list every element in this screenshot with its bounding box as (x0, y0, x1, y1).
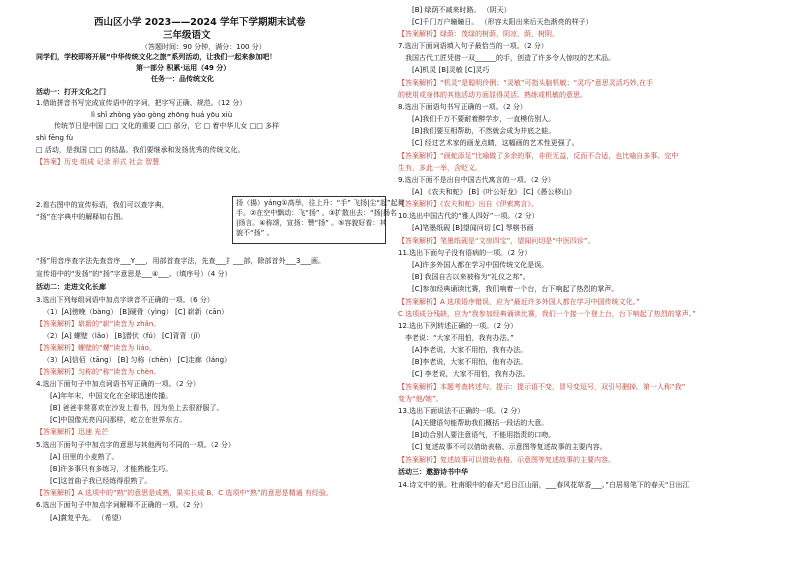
left-text-line: [A] 田里的小麦熟了。 (50, 453, 119, 461)
right-text-line: 生有，多此一举，含贬义。 (398, 164, 482, 172)
right-text-line: 【答案解析】本题考查转述句。提示：提示语不变，冒号变逗号，双引号删掉。第一人称“我” (398, 383, 686, 391)
left-text-line: 三年级语文 (163, 30, 211, 41)
left-text-line: 【答案解析】匀称的“称”读音为 chèn。 (36, 368, 161, 376)
left-text-line: [B] 爸爸非常喜欢在沙发上看书，因为坐上去很舒服了。 (50, 404, 224, 412)
left-text-line: 同学们，学校即将开展“中华传统文化之旅”系列活动，让我们一起来参加吧！ (36, 53, 277, 61)
right-text-line: [A]许多外国人都在学习中国传统文化是误。 (412, 261, 549, 269)
left-text-line: 任务一：品传统文化 (151, 75, 214, 83)
right-text-line: 8.选出下面语句书写正确的一项。（2 分） (398, 103, 527, 111)
left-text-line: shì fēng fù (36, 134, 74, 142)
right-text-line: [B] 我国自古以来被称为“礼仪之邦”。 (412, 273, 530, 281)
right-text-line: 变为“他/她”。 (398, 395, 443, 403)
right-text-line: [A]李老说，大家不用怕，我有办法。 (412, 346, 528, 354)
left-text-line: “扬”在字典中的解释如右图。 (36, 213, 128, 221)
right-text-line: [A]关键语句能帮助我们概括一段话的大意。 (412, 419, 549, 427)
right-text-line: 12.选出下列转述正确的一项。（2 分） (398, 322, 518, 330)
right-text-line: 【答案解析】“画蛇添足”比喻做了多余的事，非但无益，反而不合适，也比喻自多事。完中 (398, 152, 679, 160)
left-text-line: [C]中国像光亮闪闪那样，屹立在世界东方。 (50, 416, 187, 424)
left-text-line: 3.选出下列每组词语中加点字读音不正确的一项。（6 分） (36, 296, 214, 304)
right-text-line: 9.选出下面不是出自中国古代寓言的一项。（2 分） (398, 176, 555, 184)
left-text-line: 活动一：打开文化之门 (36, 88, 106, 96)
left-text-line: 西山区小学 2023——2024 学年下学期期末试卷 (94, 17, 306, 28)
right-text-line: 10.选出中国古代的“雅人四好”一项。（2 分） (398, 212, 539, 220)
left-text-line: （1）[A]傍晚（bàng） [B]硬骨（yìng） [C] 崭新（cān） (43, 308, 229, 316)
right-text-line: C 选项成分残缺，应为“我参加经典诵读比赛，我们一个接一个登上台，台下响起了热烈的掌声。” (398, 310, 696, 318)
right-text-line: 7.选出下面词语填入句子最恰当的一项。（2 分） (398, 42, 548, 50)
dict-line: 手。②在空中飘动：飞“扬” 。③扩散出去：“扬|扬名 (236, 209, 398, 217)
left-text-line: （2）[A] 螺壁（lǎo） [B]潜伏（fú） [C]背背（jǐ） (43, 332, 205, 340)
right-text-line: 的使用或身体的其他活动方面显得灵活、熟练或机敏的意思。 (398, 91, 587, 99)
right-text-line: 【答案解析】绿荫：茂绿的树荫，阴凉，荫，树阴。 (398, 30, 559, 38)
left-text-line: 【答案】历史 组成 记录 形式 社会 智慧 (36, 158, 160, 166)
left-text-line: 活动二：走进文化长廊 (36, 283, 106, 291)
left-text-line: 4.选出下面句子中加点词语书写正确的一项。（2 分） (36, 380, 200, 388)
right-text-line: 【答案解析】《农夫和蛇》出自《伊索寓言》。 (398, 200, 538, 208)
left-text-line: [C]这首曲子我已经练得很熟了。 (50, 477, 152, 485)
right-text-line: [A]笔墨纸砚 [B]望闻问切 [C] 琴棋书画 (412, 224, 534, 232)
right-text-line: 13.选出下面说法不正确的一项。（2 分） (398, 407, 525, 415)
left-column (36, 0, 416, 562)
right-text-line: [C]千门万户瞳瞳日。 （形容太阳出来后天色渐亮的样子） (412, 18, 593, 26)
right-text-line: [A]机灵 [B]灵敏 [C]灵巧 (412, 66, 490, 74)
left-text-line: （答题时间：90 分钟，满分：100 分） (141, 43, 266, 51)
left-text-line: 【答案解析】迅速 光芒 (36, 428, 109, 436)
left-text-line: [B]许多事只有多练习，才能熟能生巧。 (50, 465, 173, 473)
left-text-line: 传统节日是中国 □□ 文化的重要 □□ 部分，它 □ 着中华儿女 □□ 多样 (54, 122, 280, 130)
right-text-line: [B]我们要互相帮助，不然就会成为井底之蛙。 (412, 127, 556, 135)
right-text-line: 活动三：邀游诗书中华 (398, 468, 468, 476)
right-text-line: [A]我们千万不要耐着醉学步，一直模仿别人。 (412, 115, 556, 123)
dict-line: 貌不“扬” 。 (236, 229, 274, 237)
left-text-line: 【答案解析】崭新的“崭”读音为 zhǎn。 (36, 320, 161, 328)
right-text-line: 【答案解析】笔墨纸砚是“文房四宝”，望闻问切是“中医四诊”。 (398, 237, 595, 245)
right-text-line: [C] 复述故事不可以借助表格、示意图等复述故事的主要内容。 (412, 443, 607, 451)
left-text-line: “扬”用音序查字法先查音序___Y___，用部首查字法，先查___扌___部，除部首外___3___画。 (36, 257, 325, 265)
left-text-line: 宣传语中的“发扬”的“扬”字意思是___④___。（填序号）（4 分） (36, 270, 232, 278)
right-text-line: [B]动合别人要注意语气，不能用指责的口吻。 (412, 431, 556, 439)
right-text-line: 11.选出下面句子没有语病的一项。（2 分） (398, 249, 532, 257)
left-text-line: （3）[A]信佰（tāng） [B] 匀称（chèn） [C]走廊（láng） (43, 356, 232, 364)
right-text-line: 【答案解析】“机灵”是聪明伶俐；“灵敏”可指头脑机敏；“灵巧”意思灵活巧妙,在手 (398, 79, 653, 87)
right-text-line: [B] 绿荫不减来时路。 （阴天） (412, 6, 511, 14)
right-text-line: 李老说：“大家不用怕，我有办法。” (405, 334, 514, 342)
right-text-line: 我国古代工匠凭借一双______的手，创造了许多令人惊叹的艺术品。 (405, 54, 615, 62)
right-text-line: 14.诗文中的景。杜甫眼中的春天“迟日江山丽，___春风花草香___。”白居易笔下的春天“日出江 (398, 481, 690, 489)
right-text-line: [C] 李老说，大家不用怕，我有办法。 (412, 370, 530, 378)
dictionary-box (232, 196, 405, 244)
left-text-line: lì shǐ zhòng yào gòng zhōng huá yōu xiù (91, 111, 233, 119)
right-text-line: [C] 经过艺术家的画龙点睛，这幅画的艺术性更强了。 (412, 139, 579, 147)
dict-line: 扬（揚）yáng①高举，往上升：“手” 飞扬|尘“起”起舞 (236, 199, 405, 207)
left-text-line: 2.看右图中的宣传标语，我们可以查字典， (36, 201, 169, 209)
left-text-line: 【答案解析】A 选项中的“熟”的意思是成熟，果实长成 B、C 选项中“熟”的意思是精通 有经验。 (36, 489, 333, 497)
left-text-line: [A]賞复乎先。 （希望） (50, 514, 126, 522)
left-text-line: 5.选出下面句子中加点字的意思与其他两句不同的一项。（2 分） (36, 441, 235, 449)
left-text-line: 第一部分 积累·运用（49 分） (136, 64, 231, 72)
right-text-line: 【答案解析】A 选项语序错误，应为“最近许多外国人都在学习中国传统文化。” (398, 298, 640, 306)
left-text-line: 【答案解析】螺壁的“螺”读音为 liáo。 (36, 344, 156, 352)
right-column (398, 0, 784, 562)
left-text-line: 1.借助拼音书写完成宣传语中的字词，把字写正确、规范。（12 分） (36, 99, 247, 107)
dict-line: |扬言。④称颂，宣扬：赞“扬” 。⑤容貌好看：其 (236, 219, 387, 227)
right-text-line: 【答案解析】复述故事可以借助表格、示意图等复述故事的主要内容。 (398, 456, 615, 464)
right-text-line: [A] 《农夫和蛇》 [B]《叶公好龙》 [C]《愚公移山》 (412, 188, 576, 196)
right-text-line: [B]李老说，大家不用怕，他有办法。 (412, 358, 528, 366)
right-text-line: [C]参加经典诵读比赛，我们响着一个台，台下响起了热烈的掌声。 (412, 285, 619, 293)
left-text-line: □ 活动，是我国 □□ 的结晶。我们要继承和发扬优秀的传统文化。 (36, 146, 245, 154)
left-text-line: [A]年年末，中国文化在全球迅速传播。 (50, 392, 173, 400)
left-text-line: 6.选出下面句子中加点字词解释不正确的一项。（2 分） (36, 501, 207, 509)
